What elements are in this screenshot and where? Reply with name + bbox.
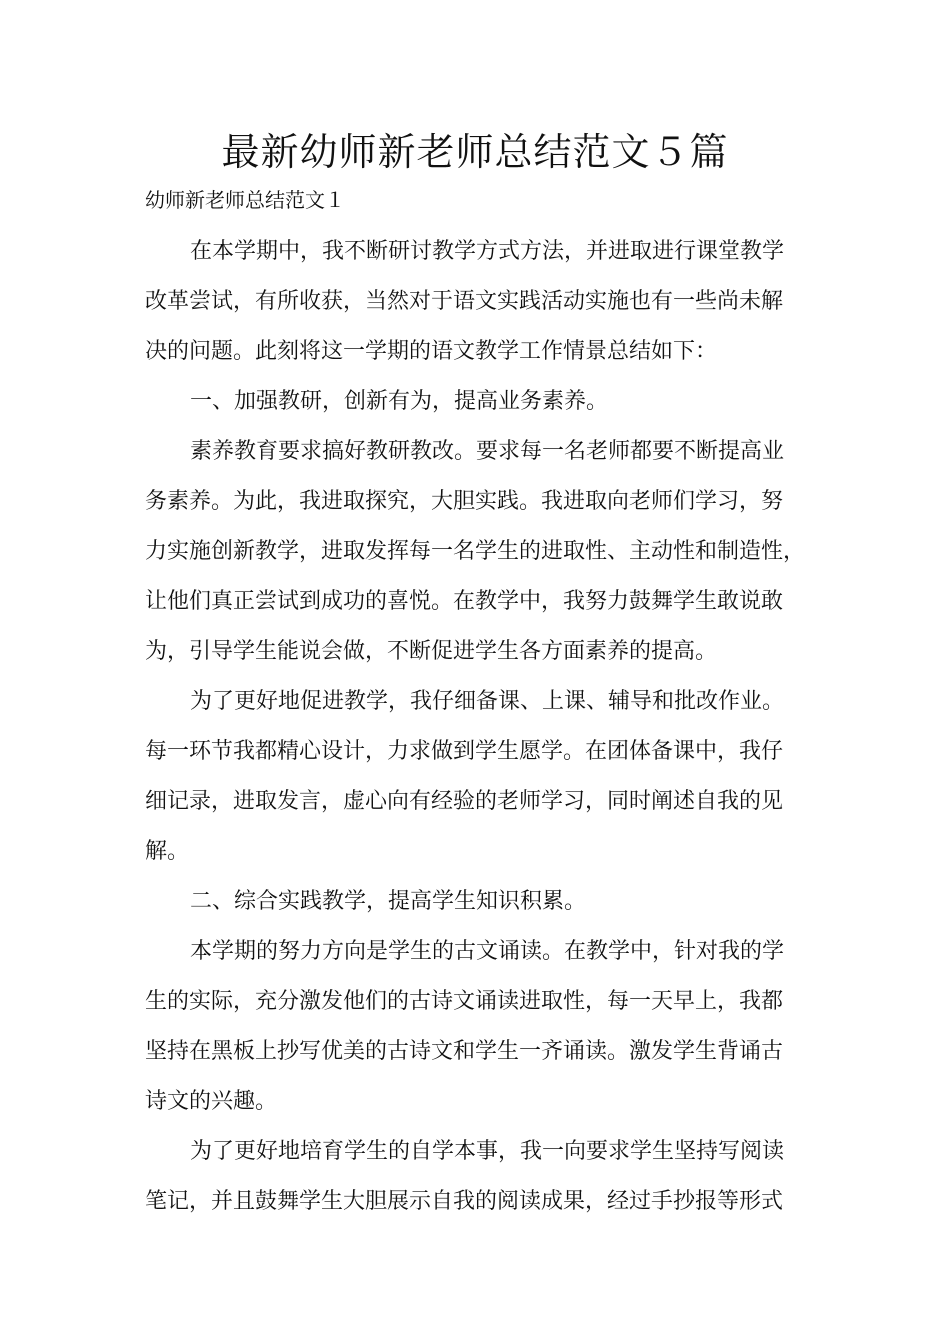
paragraph-line: 细记录，进取发言，虚心向有经验的老师学习，同时阐述自我的见 (145, 789, 784, 814)
document-title: 最新幼师新老师总结范文５篇 (221, 130, 729, 174)
section-heading: 二、综合实践教学，提高学生知识积累。 (190, 889, 587, 914)
paragraph-line: 本学期的努力方向是学生的古文诵读。在教学中，针对我的学 (190, 939, 785, 964)
paragraph-line: 解。 (145, 839, 190, 864)
paragraph-line: 生的实际，充分激发他们的古诗文诵读进取性，每一天早上，我都 (145, 989, 784, 1014)
paragraph-line: 诗文的兴趣。 (145, 1089, 278, 1114)
paragraph-line: 决的问题。此刻将这一学期的语文教学工作情景总结如下： (145, 339, 718, 364)
paragraph-line: 务素养。为此，我进取探究，大胆实践。我进取向老师们学习，努 (145, 489, 784, 514)
paragraph-line: 素养教育要求搞好教研教改。要求每一名老师都要不断提高业 (190, 439, 785, 464)
section-heading: 一、加强教研，创新有为，提高业务素养。 (190, 389, 609, 414)
paragraph-line: 为了更好地促进教学，我仔细备课、上课、辅导和批改作业。 (190, 689, 785, 714)
paragraph-line: 每一环节我都精心设计，力求做到学生愿学。在团体备课中，我仔 (145, 739, 784, 764)
paragraph-line: 让他们真正尝试到成功的喜悦。在教学中，我努力鼓舞学生敢说敢 (145, 589, 784, 614)
document-subtitle: 幼师新老师总结范文１ (145, 188, 345, 212)
paragraph-line: 改革尝试，有所收获，当然对于语文实践活动实施也有一些尚未解 (145, 289, 784, 314)
paragraph-line: 为，引导学生能说会做，不断促进学生各方面素养的提高。 (145, 639, 718, 664)
paragraph-line: 力实施创新教学，进取发挥每一名学生的进取性、主动性和制造性， (145, 539, 806, 564)
paragraph-line: 坚持在黑板上抄写优美的古诗文和学生一齐诵读。激发学生背诵古 (145, 1039, 784, 1064)
paragraph-line: 笔记，并且鼓舞学生大胆展示自我的阅读成果，经过手抄报等形式 (145, 1189, 784, 1214)
paragraph-line: 为了更好地培育学生的自学本事，我一向要求学生坚持写阅读 (190, 1139, 785, 1164)
paragraph-line: 在本学期中，我不断研讨教学方式方法，并进取进行课堂教学 (190, 239, 785, 264)
